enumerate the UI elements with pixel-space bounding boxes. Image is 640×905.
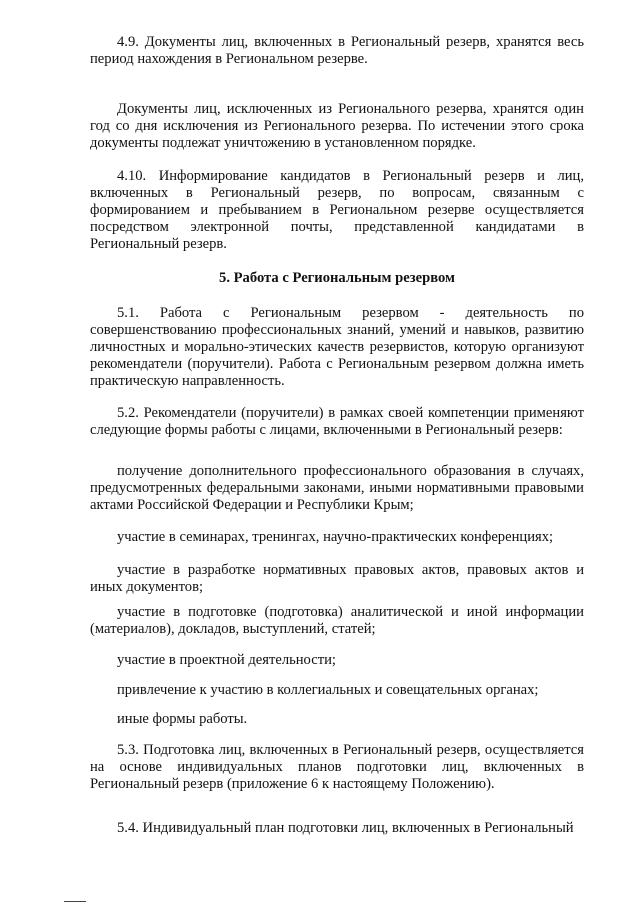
paragraph-5-2: 5.2. Рекомендатели (поручители) в рамках своей компетенции применяют следующие формы работы с лицами, включенными в Региональный резерв:: [90, 405, 584, 438]
paragraph-5-3: 5.3. Подготовка лиц, включенных в Региональный резерв, осуществляется на основе индивидуальных планов подготовки лиц, включенных в Региональный резерв (приложение 6 к настоящему Положению).: [90, 742, 584, 792]
list-item-legal-acts: участие в разработке нормативных правовых актов, правовых актов и иных документов;: [90, 562, 584, 595]
list-item-seminars: участие в семинарах, тренингах, научно-практических конференциях;: [117, 529, 554, 545]
list-item-collegial: привлечение к участию в коллегиальных и совещательных органах;: [117, 682, 539, 698]
paragraph-4-10: 4.10. Информирование кандидатов в Региональный резерв и лиц, включенных в Региональный резерв, по вопросам, связанным с формированием и пребыванием в Региональном резерве осуществляется посредством электронной почты, представленной кандидатами в Региональный резерв.: [90, 168, 584, 252]
section-heading: 5. Работа с Региональным резервом: [219, 270, 455, 286]
list-item-other: иные формы работы.: [117, 711, 248, 727]
list-item-analytics: участие в подготовке (подготовка) аналитической и иной информации (материалов), докладов, выступлений, статей;: [90, 604, 584, 637]
list-item-projects: участие в проектной деятельности;: [117, 652, 336, 668]
list-item-education: получение дополнительного профессионального образования в случаях, предусмотренных федеральными законами, иными нормативными правовыми актами Российской Федерации и Республики Крым;: [90, 463, 584, 513]
paragraph-4-9: 4.9. Документы лиц, включенных в Региональный резерв, хранятся весь период нахождения в Региональном резерве.: [90, 34, 584, 67]
paragraph-5-1: 5.1. Работа с Региональным резервом - деятельность по совершенствованию профессиональных знаний, умений и навыков, развитию личностных и морально-этических качеств резервистов, которую организуют рекомендатели (поручители). Работа с Региональным резервом должна иметь практическую направленность.: [90, 305, 584, 389]
paragraph-4-9-retention: Документы лиц, исключенных из Регионального резерва, хранятся один год со дня исключения из Регионального резерва. По истечении этого срока документы подлежат уничтожению в установленном порядке.: [90, 101, 584, 151]
paragraph-5-4: 5.4. Индивидуальный план подготовки лиц, включенных в Региональный: [117, 820, 574, 836]
footer-rule: [64, 901, 86, 902]
